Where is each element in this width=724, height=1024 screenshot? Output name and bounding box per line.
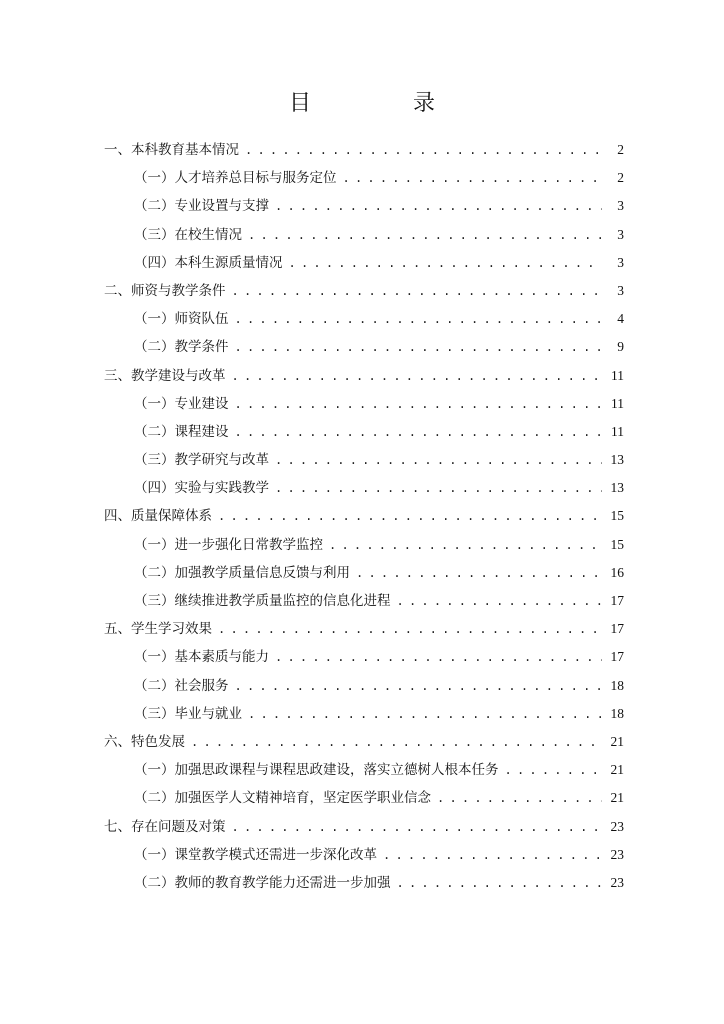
toc-subsection-entry[interactable] bbox=[104, 333, 624, 361]
toc-page-number: 17 bbox=[610, 621, 624, 637]
toc-page-number: 23 bbox=[610, 874, 624, 890]
toc-subsection-entry[interactable] bbox=[104, 559, 624, 587]
toc-page-number: 2 bbox=[617, 142, 624, 157]
toc-entry-label: 三、教学建设与改革 bbox=[104, 367, 226, 384]
toc-entry-label: （一）人才培养总目标与服务定位 bbox=[134, 170, 337, 187]
toc-subsection-entry[interactable] bbox=[104, 587, 624, 615]
toc-subsection-entry[interactable] bbox=[104, 531, 624, 559]
toc-dot-leader bbox=[232, 813, 603, 841]
toc-entry-label: （二）加强教学质量信息反馈与利用 bbox=[134, 564, 350, 581]
toc-page-number: 3 bbox=[617, 282, 624, 298]
toc-subsection-entry[interactable] bbox=[104, 672, 624, 700]
toc-page-number: 4 bbox=[617, 311, 624, 327]
toc-dot-leader bbox=[356, 559, 602, 587]
toc-page-number: 21 bbox=[610, 762, 624, 778]
toc-page-number: 3 bbox=[617, 254, 624, 270]
toc-dot-leader bbox=[235, 418, 603, 446]
toc-entry-label: （二）教学条件 bbox=[134, 339, 229, 356]
toc-dot-leader bbox=[329, 531, 602, 559]
toc-subsection-entry[interactable] bbox=[104, 643, 624, 671]
toc-dot-leader bbox=[437, 784, 602, 812]
toc-page-number: 2 bbox=[617, 170, 624, 186]
toc-entry-label: 七、存在问题及对策 bbox=[104, 818, 226, 835]
toc-entry-label: （二）课程建设 bbox=[134, 423, 229, 440]
toc-dot-leader bbox=[343, 164, 603, 192]
toc-entry-label: （三）毕业与就业 bbox=[134, 705, 242, 722]
toc-entry-label: （三）教学研究与改革 bbox=[134, 452, 269, 469]
toc-page-number: 3 bbox=[617, 226, 624, 242]
toc-subsection-entry[interactable] bbox=[104, 418, 624, 446]
toc-dot-leader bbox=[275, 192, 602, 220]
toc-entry-label: （一）课堂教学模式还需进一步深化改革 bbox=[134, 846, 377, 863]
toc-dot-leader bbox=[232, 277, 603, 305]
toc-dot-leader bbox=[248, 700, 602, 728]
toc-entry-label: 六、特色发展 bbox=[104, 733, 185, 750]
toc-title: 目 录 bbox=[288, 91, 475, 116]
toc-page-number: 23 bbox=[610, 846, 624, 862]
toc-entry-label: 五、学生学习效果 bbox=[104, 621, 212, 638]
toc-page-number: 16 bbox=[610, 564, 624, 580]
toc-dot-leader bbox=[232, 362, 603, 390]
toc-dot-leader bbox=[245, 136, 602, 164]
toc-section-entry[interactable] bbox=[104, 362, 624, 390]
toc-dot-leader bbox=[397, 587, 603, 615]
toc-entry-label: （一）师资队伍 bbox=[134, 311, 229, 328]
toc-dot-leader bbox=[275, 446, 602, 474]
toc-dot-leader bbox=[218, 615, 602, 643]
toc-subsection-entry[interactable] bbox=[104, 221, 624, 249]
toc-subsection-entry[interactable] bbox=[104, 841, 624, 869]
toc-subsection-entry[interactable] bbox=[104, 305, 624, 333]
toc-dot-leader bbox=[235, 333, 603, 361]
toc-page-number: 21 bbox=[610, 733, 624, 749]
toc-subsection-entry[interactable] bbox=[104, 446, 624, 474]
toc-entry-label: （三）在校生情况 bbox=[134, 226, 242, 243]
table-of-contents bbox=[104, 136, 624, 897]
toc-section-entry[interactable] bbox=[104, 277, 624, 305]
toc-subsection-entry[interactable] bbox=[104, 390, 624, 418]
toc-subsection-entry[interactable] bbox=[104, 784, 624, 812]
toc-entry-label: 二、师资与教学条件 bbox=[104, 282, 226, 299]
toc-entry-label: （一）加强思政课程与课程思政建设，落实立德树人根本任务 bbox=[134, 762, 499, 779]
toc-dot-leader bbox=[235, 390, 603, 418]
toc-dot-leader bbox=[397, 869, 603, 897]
toc-subsection-entry[interactable] bbox=[104, 249, 624, 277]
toc-entry-label: 四、质量保障体系 bbox=[104, 508, 212, 525]
toc-page-number: 18 bbox=[610, 705, 624, 721]
toc-dot-leader bbox=[275, 643, 602, 671]
toc-entry-label: （二）专业设置与支撑 bbox=[134, 198, 269, 215]
toc-entry-label: （一）基本素质与能力 bbox=[134, 649, 269, 666]
toc-section-entry[interactable] bbox=[104, 502, 624, 530]
toc-page-number: 3 bbox=[617, 198, 624, 214]
toc-page-number: 17 bbox=[610, 593, 624, 608]
toc-entry-label: （二）社会服务 bbox=[134, 677, 229, 694]
toc-entry-label: （一）进一步强化日常教学监控 bbox=[134, 536, 323, 553]
toc-dot-leader bbox=[218, 502, 602, 530]
toc-dot-leader bbox=[275, 474, 602, 502]
toc-page-number: 21 bbox=[610, 790, 624, 806]
toc-entry-label: （一）专业建设 bbox=[134, 395, 229, 412]
toc-subsection-entry[interactable] bbox=[104, 869, 624, 897]
toc-section-entry[interactable] bbox=[104, 136, 624, 164]
toc-dot-leader bbox=[505, 756, 603, 784]
toc-page-number: 13 bbox=[610, 452, 624, 468]
toc-entry-label: （二）教师的教育教学能力还需进一步加强 bbox=[134, 874, 391, 891]
toc-entry-label: （四）本科生源质量情况 bbox=[134, 254, 283, 271]
toc-page-number: 11 bbox=[611, 367, 624, 383]
toc-dot-leader bbox=[191, 728, 602, 756]
toc-page-number: 23 bbox=[610, 818, 624, 834]
toc-page-number: 17 bbox=[610, 649, 624, 665]
toc-dot-leader bbox=[235, 672, 603, 700]
toc-entry-label: （四）实验与实践教学 bbox=[134, 480, 269, 497]
toc-section-entry[interactable] bbox=[104, 615, 624, 643]
toc-section-entry[interactable] bbox=[104, 813, 624, 841]
toc-dot-leader bbox=[383, 841, 602, 869]
toc-dot-leader bbox=[248, 221, 602, 249]
toc-subsection-entry[interactable] bbox=[104, 192, 624, 220]
toc-section-entry[interactable] bbox=[104, 728, 624, 756]
toc-entry-label: 一、本科教育基本情况 bbox=[104, 142, 239, 158]
toc-page-number: 13 bbox=[610, 480, 624, 496]
toc-dot-leader bbox=[289, 249, 603, 277]
toc-page-number: 9 bbox=[617, 339, 624, 355]
toc-entry-label: （三）继续推进教学质量监控的信息化进程 bbox=[134, 593, 391, 609]
toc-subsection-entry[interactable] bbox=[104, 474, 624, 502]
toc-subsection-entry[interactable] bbox=[104, 164, 624, 192]
toc-page-number: 11 bbox=[611, 395, 624, 411]
toc-page-number: 18 bbox=[610, 677, 624, 693]
toc-dot-leader bbox=[235, 305, 603, 333]
toc-page-number: 15 bbox=[610, 508, 624, 524]
toc-subsection-entry[interactable] bbox=[104, 756, 624, 784]
toc-subsection-entry[interactable] bbox=[104, 700, 624, 728]
toc-page-number: 11 bbox=[611, 423, 624, 439]
toc-entry-label: （二）加强医学人文精神培育，坚定医学职业信念 bbox=[134, 790, 431, 807]
toc-page-number: 15 bbox=[610, 536, 624, 552]
